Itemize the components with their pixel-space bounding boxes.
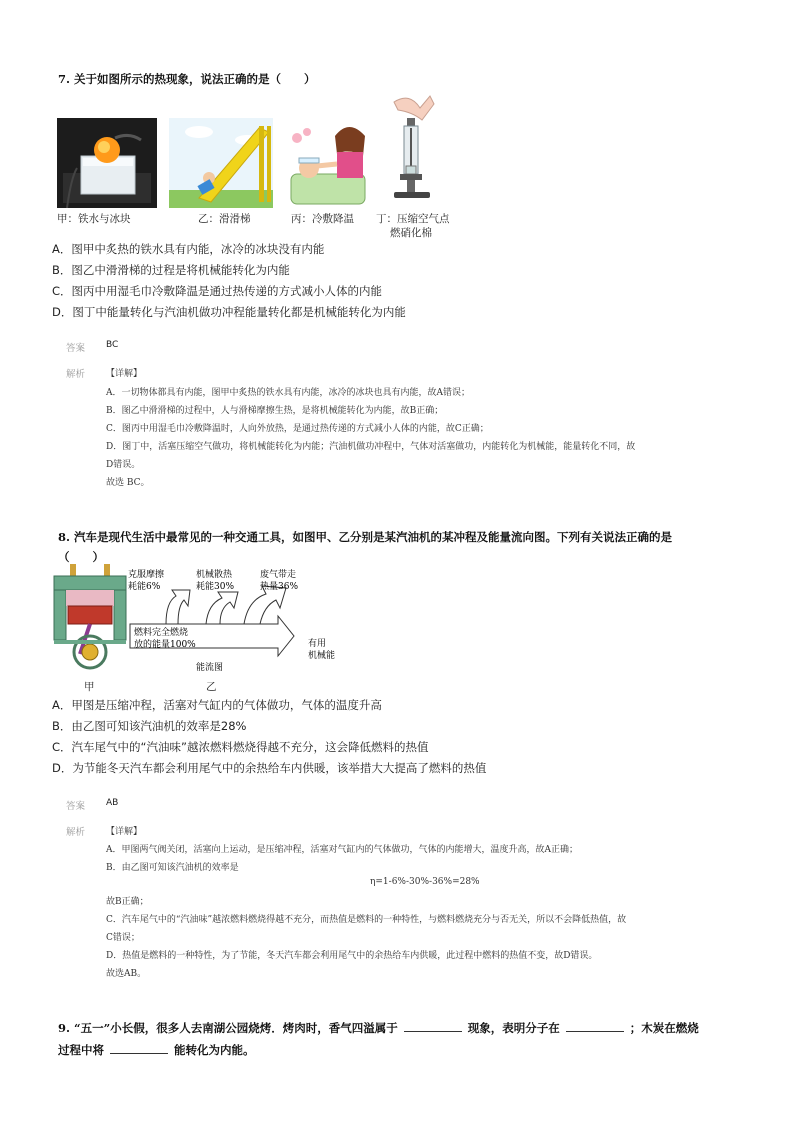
q7-explanation-c: C．图丙中用湿毛巾冷敷降温时，人向外放热，是通过热传递的方式减小人体的内能，故C正确；: [106, 424, 489, 434]
q9-part5: 能转化为内能。: [174, 1043, 255, 1057]
loss1-line2: 耗能6%: [128, 582, 161, 592]
input-line2: 放的能量100%: [134, 640, 196, 650]
caption-bing: 丙：冷敷降温: [291, 213, 354, 225]
loss2-line2: 耗能30%: [196, 582, 235, 592]
q8-explanation-a: A．甲图两气阀关闭，活塞向上运动，是压缩冲程，活塞对气缸内的气体做功，气体的内能增大，温度升高，故A正确；: [106, 845, 579, 855]
q7-explain-label: 解析: [66, 369, 86, 380]
q9-line1: [58, 1020, 699, 1036]
q9-blank-energy: [110, 1043, 168, 1054]
output-line1: 有用: [308, 639, 327, 649]
q8-detail-tag: 【详解】: [106, 827, 143, 837]
q8-conclusion: 故选AB。: [106, 969, 147, 979]
label-jia: 甲: [84, 681, 95, 693]
q8-option-c: C．汽车尾气中的“汽油味”越浓燃料燃烧得越不充分，这会降低燃料的热值: [52, 740, 429, 754]
q8-title-line1: 8. 汽车是现代生活中最常见的一种交通工具，如图甲、乙分别是某汽油机的某冲程及能量流向图。下列有关说法正确的是: [58, 530, 673, 544]
q9-part3: ；木炭在燃烧: [629, 1021, 699, 1035]
q8-answer: AB: [106, 798, 119, 808]
q7-explanation-d-cont: D错误。: [106, 460, 141, 470]
loss3-line2: 热量36%: [260, 582, 299, 592]
energy-flow-diagram: [126, 566, 346, 676]
q8-formula: η=1-6%-30%-36%=28%: [370, 877, 480, 887]
caption-ding-line1: 丁：压缩空气点: [376, 213, 450, 225]
flow-caption: 能流图: [196, 663, 224, 673]
loss3-line1: 废气带走: [260, 570, 297, 580]
q9-part2: 现象，表明分子在: [467, 1021, 560, 1035]
q7-detail-tag: 【详解】: [106, 369, 143, 379]
q9-blank-molecule: [566, 1021, 624, 1032]
loss2-line1: 机械散热: [196, 570, 233, 580]
caption-yi: 乙：滑滑梯: [198, 213, 251, 225]
q8-option-a: A．甲图是压缩冲程，活塞对气缸内的气体做功，气体的温度升高: [52, 698, 382, 712]
loss1-line1: 克服摩擦: [128, 570, 165, 580]
output-line2: 机械能: [308, 651, 336, 661]
q8-answer-label: 答案: [66, 801, 86, 812]
caption-ding-line2: 燃硝化棉: [390, 227, 432, 239]
q7-title: 7. 关于如图所示的热现象，说法正确的是（ ）: [58, 72, 316, 86]
q9-blank-phenomenon: [404, 1021, 462, 1032]
q7-option-a: A．图甲中炙热的铁水具有内能，冰冷的冰块没有内能: [52, 242, 325, 256]
q8-explanation-b: B．由乙图可知该汽油机的效率是: [106, 863, 239, 873]
q9-part4: 过程中将: [58, 1043, 104, 1057]
q7-option-b: B．图乙中滑滑梯的过程是将机械能转化为内能: [52, 263, 290, 277]
molten-iron-ice-photo: [57, 118, 157, 208]
label-yi: 乙: [206, 681, 217, 693]
q8-option-d: D．为节能冬天汽车都会利用尾气中的余热给车内供暖，该举措大大提高了燃料的热值: [52, 761, 487, 775]
q8-option-b: B．由乙图可知该汽油机的效率是28%: [52, 719, 247, 733]
q7-option-d: D．图丁中能量转化与汽油机做功冲程能量转化都是机械能转化为内能: [52, 305, 406, 319]
q7-answer: BC: [106, 340, 119, 350]
q8-explanation-c-cont: C错误；: [106, 933, 140, 943]
input-line1: 燃料完全燃烧: [134, 628, 189, 638]
caption-jia: 甲：铁水与冰块: [57, 213, 131, 225]
q8-explanation-c: C．汽车尾气中的“汽油味”越浓燃料燃烧得越不充分，而热值是燃料的一种特性，与燃料燃烧充分与否无关，所以不会降低热值，故: [106, 915, 627, 925]
q7-explanation-d: D．图丁中，活塞压缩空气做功，将机械能转化为内能；汽油机做功冲程中，气体对活塞做功，内能转化为机械能，能量转化不同，故: [106, 442, 636, 452]
engine-cylinder-diagram: [50, 564, 130, 674]
slide-picture: [169, 118, 273, 208]
q7-conclusion: 故选 BC。: [106, 478, 150, 488]
air-compression-igniter-picture: [390, 92, 436, 208]
q7-answer-label: 答案: [66, 343, 86, 354]
q7-explanation-b: B．图乙中滑滑梯的过程中，人与滑梯摩擦生热，是将机械能转化为内能，故B正确；: [106, 406, 444, 416]
q9-line2: [58, 1042, 255, 1058]
q8-explanation-b2: 故B正确；: [106, 897, 149, 907]
q7-option-c: C．图丙中用湿毛巾冷敷降温是通过热传递的方式减小人体的内能: [52, 284, 383, 298]
q8-explain-label: 解析: [66, 827, 86, 838]
q8-explanation-d: D．热值是燃料的一种特性，为了节能，冬天汽车都会利用尾气中的余热给车内供暖，此过程中燃料的热值不变，故D错误。: [106, 951, 598, 961]
q8-title-line2: （ ）: [58, 550, 104, 564]
cold-compress-picture: [287, 118, 377, 208]
q9-part1: 9. “五一”小长假，很多人去南湖公园烧烤．烤肉时，香气四溢属于: [58, 1021, 398, 1035]
q7-explanation-a: A．一切物体都具有内能，图甲中炙热的铁水具有内能，冰冷的冰块也具有内能，故A错误；: [106, 388, 471, 398]
